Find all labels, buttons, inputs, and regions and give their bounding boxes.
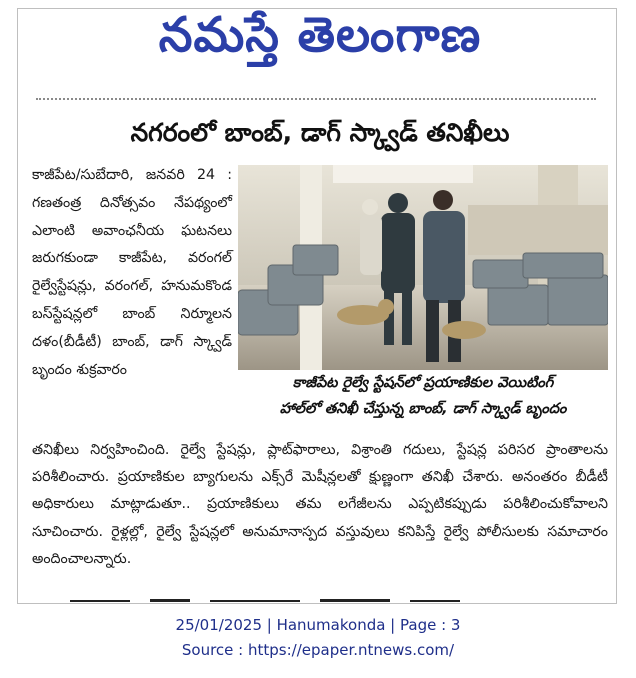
- cut-line: [36, 98, 596, 104]
- news-photo: [238, 165, 608, 370]
- article-body-left: కాజీపేట/సుబేదారి, జనవరి 24 : గణతంత్ర దినోత్సవం నేపథ్యంలో ఎలాంటి అవాంఛనీయ ఘటనలు జరుగకుండా కాజీపేట, వరంగల్ రైల్వేస్టేషన్లు, వరంగల్, హనుమకొండ బస్‌స్టేషన్లలో బాంబ్ నిర్మూలన దళం(బీడీటీ) బాంబ్, డాగ్ స్క్వాడ్ బృందం శుక్రవారం: [32, 167, 232, 378]
- waiting-hall-photo-illustration: [238, 165, 608, 370]
- footer-date-edition-page: 25/01/2025 | Hanumakonda | Page : 3: [175, 616, 461, 634]
- newspaper-masthead: నమస్తే తెలంగాణ: [158, 7, 482, 63]
- photo-caption-line-1: కాజీపేట రైల్వే స్టేషన్‌లో ప్రయాణికుల వెయిటింగ్: [292, 375, 554, 391]
- article-body-full-width: తనిఖీలు నిర్వహించింది. రైల్వే స్టేషన్లు, ప్లాట్‌ఫారాలు, విశ్రాంతి గదులు, స్టేషన్ల పరిసర ప్రాంతాలను పరిశీలించారు. ప్రయాణికుల బ్యాగులను ఎక్స్‌రే మెషీన్లలతో క్షుణ్ణంగా తనిఖీ చేశారు. అనంతరం బీడీటీ అధికారులు మాట్లాడుతూ.. ప్రయాణికులు తమ లగేజీలను ఎప్పటికప్పుడు పరిశీలించుకోవాలని సూచించారు. రైళ్లల్లో, రైల్వే స్టేషన్లలో అనుమానాస్పద వస్తువులు కనిపిస్తే రైల్వే పోలీసులకు సమాచారం అందించాలన్నారు.: [32, 442, 608, 567]
- photo-caption-line-2: హాల్‌లో తనిఖీ చేస్తున్న బాంబ్, డాగ్ స్క్వాడ్ బృందం: [279, 401, 567, 417]
- footer-source-url: Source : https://epaper.ntnews.com/: [181, 641, 455, 659]
- cut-off-text-fragment: [70, 592, 550, 602]
- photo-caption: [238, 370, 608, 426]
- article-headline: నగరంలో బాంబ్, డాగ్ స్క్వాడ్ తనిఖీలు: [130, 118, 510, 147]
